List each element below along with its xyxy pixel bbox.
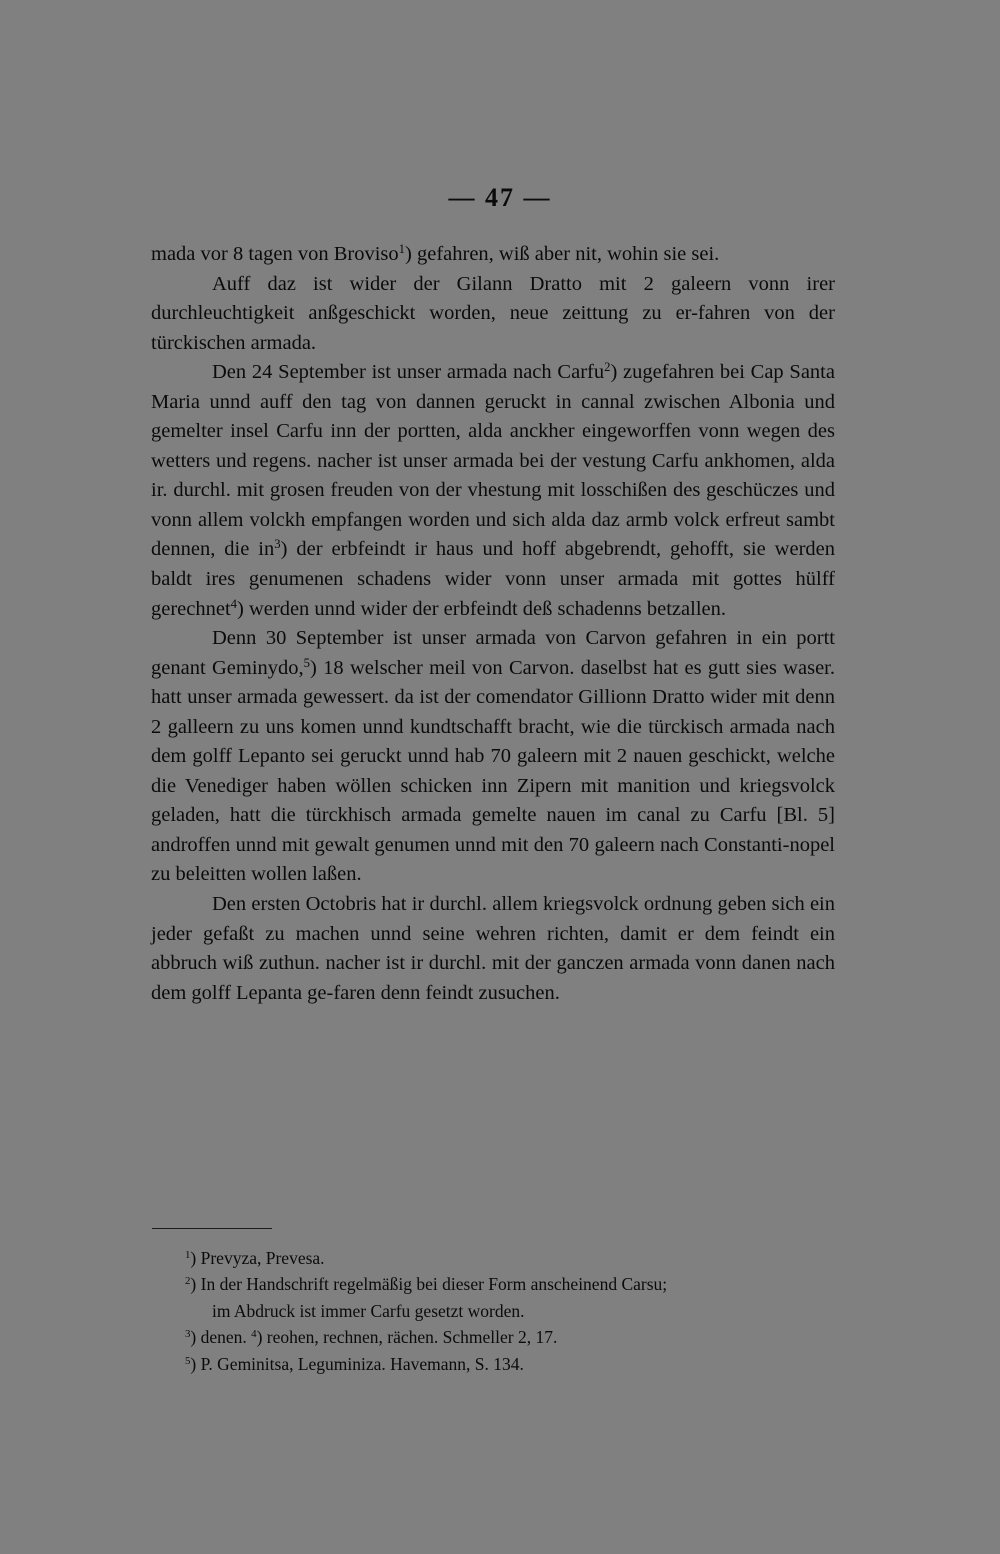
body-text — [151, 240, 835, 1008]
footnote-continuation: im Abdruck ist immer Carfu gesetzt worden. — [212, 1300, 525, 1321]
footnote-ref: 3 — [274, 537, 281, 552]
paragraph: Den ersten Octobris hat ir durchl. allem kriegsvolck ordnung geben sich ein jeder gefaßt zu machen unnd seine wehren richten, damit er dem feindt ein abbruch wiß zuthun. nacher ist ir durchl. mit der ganczen armada vonn danen nach dem golff Lepanta ge-faren denn feindt zusuchen. — [151, 893, 835, 1004]
footnote-divider — [152, 1228, 272, 1229]
page-number: — 47 — — [448, 183, 552, 212]
footnote-ref: 1 — [398, 242, 406, 257]
paragraph: Denn 30 September ist unser armada von Carvon gefahren in ein portt genant Geminydo,$^5$) 18 welscher meil von Carvon. daselbst hat es gutt sies waser. hatt unser armada gewessert. da ist der comendator Gillionn Dratto wider mit denn 2 galleern zu uns komen unnd kundtschafft bracht, wie die türckisch armada nach dem golff Lepanto sei geruckt unnd hab 70 galeern mit 2 nauen geschickt, welche die Venediger haben wöllen schicken inn Zipern mit manition und kriegsvolck geladen, hatt die türckhisch armada gemelte nauen im canal zu Carfu [Bl. 5] androffen unnd mit gewalt genumen unnd mit den 70 galeern nach Constanti-nopel zu beleitten wollen laßen. — [151, 627, 835, 886]
footnote-ref: 2 — [604, 360, 611, 375]
paragraph: Den 24 September ist unser armada nach Carfu$^2$) zugefahren bei Cap Santa Maria unnd auff den tag von dannen geruckt in cannal zwischen Albonia und gemelter insel Carfu inn der portten, alda anckher eingeworffen vonn wegen des wetters und regens. nacher ist unser armada bei der vestung Carfu ankhomen, alda ir. durchl. mit grosen freuden von der vhestung mit losschißen des geschüczes und vonn allem volckh empfangen worden und sich alda daz armb volck erfreut sambt dennen, die $in^3$) der erbfeindt ir haus und hoff abgebrendt, gehofft, sie werden baldt ires genumenen schadens wider vonn unser armada mit gottes hülff gerechnet$^4$) werden unnd wider der erbfeindt deß schadenns betzallen. — [151, 360, 835, 620]
footnote: $^5$) P. Geminitsa, Leguminiza. Havemann, S. 134. — [185, 1353, 524, 1374]
footnotes — [185, 1245, 837, 1377]
footnote-ref: 4 — [230, 596, 238, 611]
footnote: $^2$) In der Handschrift regelmäßig bei dieser Form anscheinend Carsu; — [185, 1274, 668, 1295]
footnote: $^1$) Prevyza, Prevesa. — [185, 1248, 325, 1268]
footnote: $^3$) denen. $^4$) reohen, rechnen, rächen. Schmeller 2, 17. — [185, 1327, 558, 1348]
paragraph: Auff daz ist wider der Gilann Dratto mit 2 galeern vonn irer durchleuchtigkeit anßgeschickt worden, neue zeittung zu er-fahren von der türckischen armada. — [151, 272, 835, 354]
paragraph: mada vor 8 tagen von Broviso$^1$) gefahren, wiß aber nit, wohin sie sei. — [151, 242, 720, 265]
footnote-ref: 5 — [303, 655, 310, 670]
